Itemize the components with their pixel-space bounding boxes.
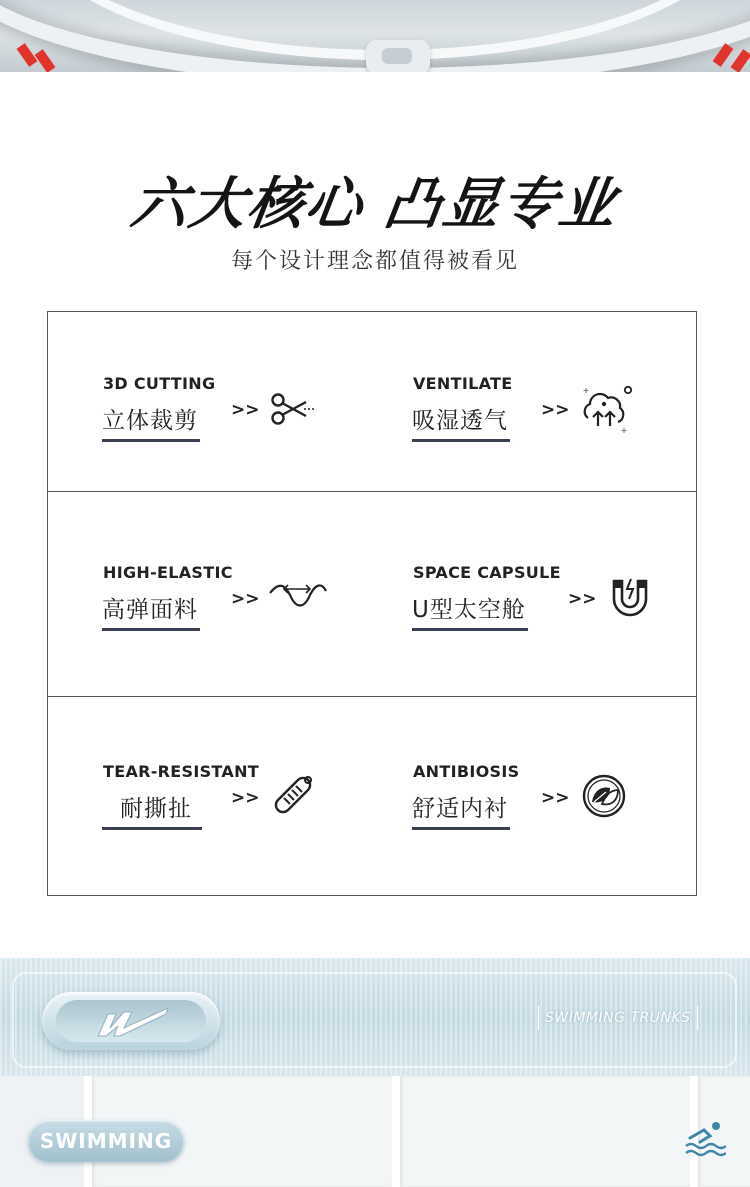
arrow-indicator: >> (231, 400, 260, 420)
feature-cell-ventilate (358, 312, 682, 491)
feature-cell-antibiosis (358, 696, 682, 895)
brand-tag-text: SWIMMING TRUNKS (545, 1010, 691, 1026)
goggle-clip-decoration (366, 40, 430, 72)
pool-tile (392, 1076, 690, 1187)
feature-english-label: ANTIBIOSIS (413, 762, 520, 781)
red-stripe-decoration (35, 49, 56, 72)
u-magnet-icon (608, 577, 652, 619)
feature-chinese-label: 高弹面料 (102, 591, 200, 631)
feature-cell-tear-resistant (48, 696, 372, 895)
feature-chinese-label: 耐撕扯 (102, 790, 202, 830)
feature-cell-space-capsule (358, 491, 682, 696)
feature-chinese-label: 舒适内衬 (412, 790, 510, 830)
feature-english-label: TEAR-RESISTANT (103, 762, 259, 781)
arrow-indicator: >> (541, 400, 570, 420)
red-stripe-decoration (731, 49, 750, 72)
arrow-indicator: >> (541, 788, 570, 808)
feature-row (48, 491, 696, 697)
leaf-badge-icon (580, 772, 628, 820)
feature-chinese-label: U型太空舱 (412, 591, 528, 631)
arrow-indicator: >> (568, 589, 597, 609)
feature-row (48, 312, 696, 492)
brand-logo-badge (42, 992, 220, 1050)
swimming-label-badge: SWIMMING (28, 1120, 184, 1162)
feature-chinese-label: 吸湿透气 (412, 402, 510, 442)
feature-chinese-label: 立体裁剪 (102, 402, 200, 442)
top-decorative-band (0, 0, 750, 72)
scissors-icon (270, 392, 318, 426)
feature-english-label: 3D CUTTING (103, 374, 216, 393)
feature-english-label: VENTILATE (413, 374, 513, 393)
rope-icon (270, 772, 316, 818)
swimmer-icon (684, 1120, 726, 1160)
feature-english-label: SPACE CAPSULE (413, 563, 561, 582)
feature-english-label: HIGH-ELASTIC (103, 563, 233, 582)
feature-cell-3d-cutting (48, 312, 372, 491)
page-headline: 六大核心 凸显专业 (127, 172, 622, 237)
arrow-indicator: >> (231, 788, 260, 808)
glass-panel (0, 958, 750, 1076)
arrow-indicator: >> (231, 589, 260, 609)
feature-grid (47, 311, 697, 896)
feature-row (48, 696, 696, 895)
brand-logo-icon (94, 1004, 174, 1040)
breathable-icon (578, 382, 634, 436)
page-subheadline: 每个设计理念都值得被看见 (230, 249, 519, 274)
bottom-decorative-band (0, 958, 750, 1187)
feature-cell-high-elastic (48, 491, 372, 696)
elastic-wave-icon (268, 581, 328, 615)
